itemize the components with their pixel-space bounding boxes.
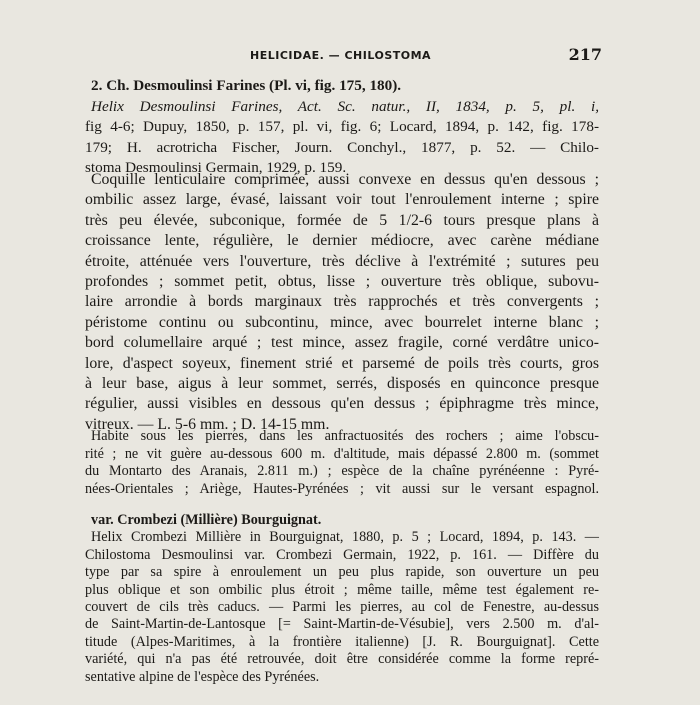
variety-line: de Saint-Martin-de-Lantosque [= Saint-Martin-de-Vésubie], vers 2.500 m. d'al- [85,616,599,633]
description-line: bord columellaire arqué ; test mince, assez fragile, corné verdâtre unico- [85,334,599,352]
running-header [90,45,602,65]
running-title: HELICIDAE. — CHILOSTOMA [250,49,432,62]
description-line: péristome continu ou subcontinu, mince, avec bourrelet interne blanc ; [85,313,599,331]
species-title-line: 2. Ch. Desmoulinsi Farines (Pl. vi, fig. 175, 180). [91,77,402,94]
variety-title-line: var. Crombezi (Millière) Bourguignat. [91,512,322,528]
description-line: régulier, aussi visibles en dessous qu'en dessus ; épiphragme très mince, [85,395,599,413]
variety-line: variété, qui n'a pas été retrouvée, doit être considérée comme la forme repré- [85,651,599,668]
habitat-line: nées-Orientales ; Ariège, Hautes-Pyrénées ; vit aussi sur le versant espagnol. [85,480,599,497]
habitat-line: du Montarto des Aranais, 2.811 m.) ; espèce de la chaîne pyrénéenne : Pyré- [85,463,599,480]
description-line: très peu élevée, subconique, formée de 5 1/2-6 tours presque plans à [85,211,599,229]
synonymy-line: 179; H. acrotricha Fischer, Journ. Conchyl., 1877, p. 52. — Chilo- [85,138,599,156]
description-line: à leur base, aigus à leur sommet, serrés, disposés en quinconce presque [85,375,599,393]
synonymy-line: Helix Desmoulinsi Farines, Act. Sc. natur., II, 1834, p. 5, pl. i, [91,97,599,115]
description-line: profondes ; sommet petit, obtus, lisse ; ouverture très oblique, subovu- [85,273,599,291]
synonymy-line: stoma Desmoulinsi Germain, 1929, p. 159. [85,159,347,176]
synonymy-line: fig 4-6; Dupuy, 1850, p. 157, pl. vi, fig. 6; Locard, 1894, p. 142, fig. 178- [85,118,599,135]
variety-line: Helix Crombezi Millière in Bourguignat, 1880, p. 5 ; Locard, 1894, p. 143. — [91,529,599,546]
variety-line: titude (Alpes-Maritimes, à la frontière italienne) [J. R. Bourguignat]. Cette [85,633,599,650]
description-line: étroite, atténuée vers l'ouverture, très déclive à l'extrémité ; sutures peu [85,252,599,270]
description-line: Coquille lenticulaire comprimée, aussi convexe en dessus qu'en dessous ; [91,171,599,188]
habitat-line: rité ; ne vit guère au-dessous 600 m. d'altitude, mais dépassé 2.800 m. (sommet [85,445,599,462]
description-line: laire arrondie à bords marginaux très rapprochés et très convergents ; [85,293,599,311]
description-line: vitreux. — L. 5-6 mm. ; D. 14-15 mm. [85,415,330,433]
habitat-line: Habite sous les pierres, dans les anfractuosités des rochers ; aime l'obscu- [91,428,599,444]
variety-line: couvert de cils très caducs. — Parmi les pierres, au col de Fenestre, au-dessus [85,599,599,616]
variety-line: plus oblique et son ombilic plus étroit ; même taille, même test également re- [85,581,599,598]
variety-line: type par sa spire à enroulement un peu plus rapide, son ouverture un peu [85,564,599,581]
species-heading [85,76,599,179]
habitat-paragraph [85,428,599,498]
description-line: lore, d'aspect soyeux, finement strié et parsemé de poils très courts, gros [85,354,599,372]
variety-line: Chilostoma Desmoulinsi var. Crombezi Germain, 1922, p. 161. — Diffère du [85,546,599,563]
variety-paragraph [85,512,599,686]
variety-line: sentative alpine de l'espèce des Pyrénées. [85,668,320,685]
description-line: ombilic assez large, évasé, laissant voir tout l'enroulement interne ; spire [85,191,599,209]
page-number: 217 [568,45,602,64]
description-paragraph [85,170,599,435]
description-line: croissance lente, régulière, le dernier médiocre, avec carène médiane [85,232,599,250]
